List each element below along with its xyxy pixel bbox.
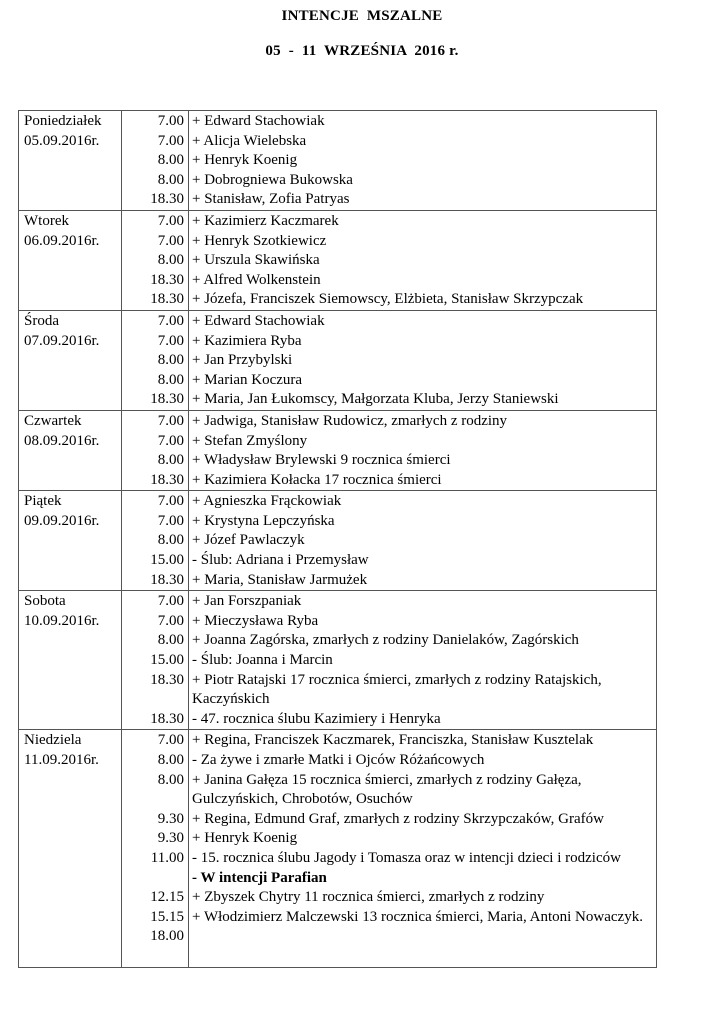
day-name: Środa xyxy=(24,312,59,329)
page-title: INTENCJE MSZALNE xyxy=(281,8,443,24)
mass-time: 8.00 xyxy=(157,371,184,388)
mass-intention: + Mieczysława Ryba xyxy=(192,612,319,629)
mass-intention: + Joanna Zagórska, zmarłych z rodziny Danielaków, Zagórskich xyxy=(192,632,579,649)
page-subtitle: 05 - 11 WRZEŚNIA 2016 r. xyxy=(265,43,459,59)
mass-time: 7.00 xyxy=(157,432,184,449)
day-date: 11.09.2016r. xyxy=(24,752,99,768)
mass-time: 7.00 xyxy=(157,113,184,129)
mass-intention: + Stefan Zmyślony xyxy=(192,432,308,449)
time-cell xyxy=(122,730,189,967)
mass-intention: + Marian Koczura xyxy=(192,371,303,388)
day-cell xyxy=(19,491,122,591)
mass-intention: - Ślub: Joanna i Marcin xyxy=(192,652,333,669)
time-cell xyxy=(122,491,189,591)
mass-time: 18.30 xyxy=(150,671,184,688)
intention-cell xyxy=(189,210,657,310)
mass-intention: + Henryk Szotkiewicz xyxy=(192,232,327,249)
mass-time: 7.00 xyxy=(157,312,184,329)
day-cell xyxy=(19,310,122,410)
mass-intention: + Kazimierz Kaczmarek xyxy=(192,212,339,229)
mass-intention: + Alicja Wielebska xyxy=(192,132,307,149)
mass-time: 18.30 xyxy=(150,571,184,588)
mass-time: 8.00 xyxy=(157,252,184,269)
day-date: 08.09.2016r. xyxy=(24,432,100,449)
day-row xyxy=(19,310,657,410)
mass-time: 8.00 xyxy=(157,632,184,649)
mass-intention: - 15. rocznica ślubu Jagody i Tomasza oraz w intencji dzieci i rodziców xyxy=(192,849,621,866)
mass-intention: + Kazimiera Ryba xyxy=(192,332,302,349)
mass-time: 9.30 xyxy=(157,830,184,847)
mass-time: 7.00 xyxy=(157,593,184,610)
mass-intention: + Maria, Jan Łukomscy, Małgorzata Kluba, Jerzy Staniewski xyxy=(192,391,559,408)
day-cell xyxy=(19,591,122,730)
day-date: 09.09.2016r. xyxy=(24,512,100,529)
intention-cell xyxy=(189,310,657,410)
mass-intention: + Włodzimierz Malczewski 13 rocznica śmierci, Maria, Antoni Nowaczyk. xyxy=(192,908,643,925)
mass-time: 8.00 xyxy=(157,752,184,768)
mass-time: 7.00 xyxy=(157,132,184,149)
day-cell xyxy=(19,210,122,310)
mass-time: 8.00 xyxy=(157,152,184,169)
mass-intention: + Urszula Skawińska xyxy=(192,252,320,269)
mass-intention: + Jan Przybylski xyxy=(192,352,293,369)
mass-time: 18.30 xyxy=(150,391,184,408)
time-cell xyxy=(122,210,189,310)
mass-time: 18.30 xyxy=(150,191,184,208)
time-cell xyxy=(122,111,189,211)
time-cell xyxy=(122,591,189,730)
mass-intention: + Jadwiga, Stanisław Rudowicz, zmarłych z rodziny xyxy=(192,412,508,429)
mass-intention: + Regina, Edmund Graf, zmarłych z rodziny Skrzypczaków, Grafów xyxy=(192,810,604,827)
day-row xyxy=(19,410,657,490)
mass-intention: - W intencji Parafian xyxy=(192,869,327,886)
mass-time: 7.00 xyxy=(157,732,184,749)
intention-cell xyxy=(189,730,657,967)
mass-intention: + Krystyna Lepczyńska xyxy=(192,512,335,529)
day-name: Piątek xyxy=(24,493,62,510)
mass-intention: - 47. rocznica ślubu Kazimiery i Henryka xyxy=(192,710,441,727)
mass-intention: + Józef Pawlaczyk xyxy=(192,532,305,549)
mass-time: 8.00 xyxy=(157,452,184,469)
mass-intention: + Józefa, Franciszek Siemowscy, Elżbieta, Stanisław Skrzypczak xyxy=(192,291,584,308)
time-cell xyxy=(122,410,189,490)
mass-time: 18.30 xyxy=(150,271,184,288)
mass-time: 18.30 xyxy=(150,710,184,727)
mass-time: 7.00 xyxy=(157,212,184,229)
mass-time: 15.15 xyxy=(150,908,184,925)
mass-intention: + Henryk Koenig xyxy=(192,152,298,169)
intention-cell xyxy=(189,111,657,211)
mass-time: 18.30 xyxy=(150,291,184,308)
day-name: Sobota xyxy=(24,593,66,610)
intention-cell xyxy=(189,410,657,490)
day-row xyxy=(19,591,657,730)
intention-cell xyxy=(189,491,657,591)
day-name: Poniedziałek xyxy=(24,113,102,129)
day-cell xyxy=(19,111,122,211)
mass-intention: + Stanisław, Zofia Patryas xyxy=(192,191,350,208)
mass-intention: + Alfred Wolkenstein xyxy=(192,271,321,288)
mass-time: 7.00 xyxy=(157,512,184,529)
mass-intention: + Maria, Stanisław Jarmużek xyxy=(192,571,368,588)
mass-intention: - Za żywe i zmarłe Matki i Ojców Różańcowych xyxy=(192,752,485,768)
mass-time: 7.00 xyxy=(157,493,184,510)
day-row xyxy=(19,210,657,310)
day-date: 06.09.2016r. xyxy=(24,232,100,249)
mass-time: 8.00 xyxy=(157,771,184,788)
mass-time: 9.30 xyxy=(157,810,184,827)
mass-intention: + Edward Stachowiak xyxy=(192,113,325,129)
mass-intention: + Władysław Brylewski 9 rocznica śmierci xyxy=(192,452,451,469)
mass-intention: + Agnieszka Frąckowiak xyxy=(192,493,342,510)
mass-time: 15.00 xyxy=(150,652,184,669)
mass-time: 11.00 xyxy=(150,849,184,866)
mass-intentions-table xyxy=(18,110,657,968)
day-row xyxy=(19,491,657,591)
day-cell xyxy=(19,730,122,967)
mass-time: 18.00 xyxy=(150,928,184,945)
mass-intention: + Henryk Koenig xyxy=(192,830,298,847)
table-body xyxy=(19,111,657,968)
mass-time: 7.00 xyxy=(157,612,184,629)
mass-intention: + Regina, Franciszek Kaczmarek, Franciszka, Stanisław Kusztelak xyxy=(192,732,594,749)
mass-intention: + Zbyszek Chytry 11 rocznica śmierci, zmarłych z rodziny xyxy=(192,889,545,906)
day-row xyxy=(19,730,657,967)
mass-time: 12.15 xyxy=(150,889,184,906)
mass-intention: + Dobrogniewa Bukowska xyxy=(192,171,353,188)
day-name: Niedziela xyxy=(24,732,82,749)
day-name: Wtorek xyxy=(24,212,69,229)
mass-intention: - Ślub: Adriana i Przemysław xyxy=(192,552,369,569)
mass-time: 7.00 xyxy=(157,332,184,349)
day-date: 10.09.2016r. xyxy=(24,612,100,629)
mass-time: 8.00 xyxy=(157,352,184,369)
day-cell xyxy=(19,410,122,490)
mass-time: 8.00 xyxy=(157,171,184,188)
mass-intention: + Edward Stachowiak xyxy=(192,312,325,329)
mass-time: 7.00 xyxy=(157,232,184,249)
day-name: Czwartek xyxy=(24,412,82,429)
day-date: 07.09.2016r. xyxy=(24,332,100,349)
mass-intention: + Janina Gałęza 15 rocznica śmierci, zmarłych z rodziny Gałęza, Gulczyńskich, Chrobotów, Osuchów xyxy=(192,771,582,808)
intention-cell xyxy=(189,591,657,730)
mass-intention: + Kazimiera Kołacka 17 rocznica śmierci xyxy=(192,471,442,488)
time-cell xyxy=(122,310,189,410)
mass-time: 7.00 xyxy=(157,412,184,429)
mass-time: 18.30 xyxy=(150,471,184,488)
mass-intention: + Piotr Ratajski 17 rocznica śmierci, zmarłych z rodziny Ratajskich, Kaczyńskich xyxy=(192,671,602,708)
mass-intention: + Jan Forszpaniak xyxy=(192,593,302,610)
mass-time: 15.00 xyxy=(150,552,184,569)
day-row xyxy=(19,111,657,211)
day-date: 05.09.2016r. xyxy=(24,132,100,149)
mass-time: 8.00 xyxy=(157,532,184,549)
